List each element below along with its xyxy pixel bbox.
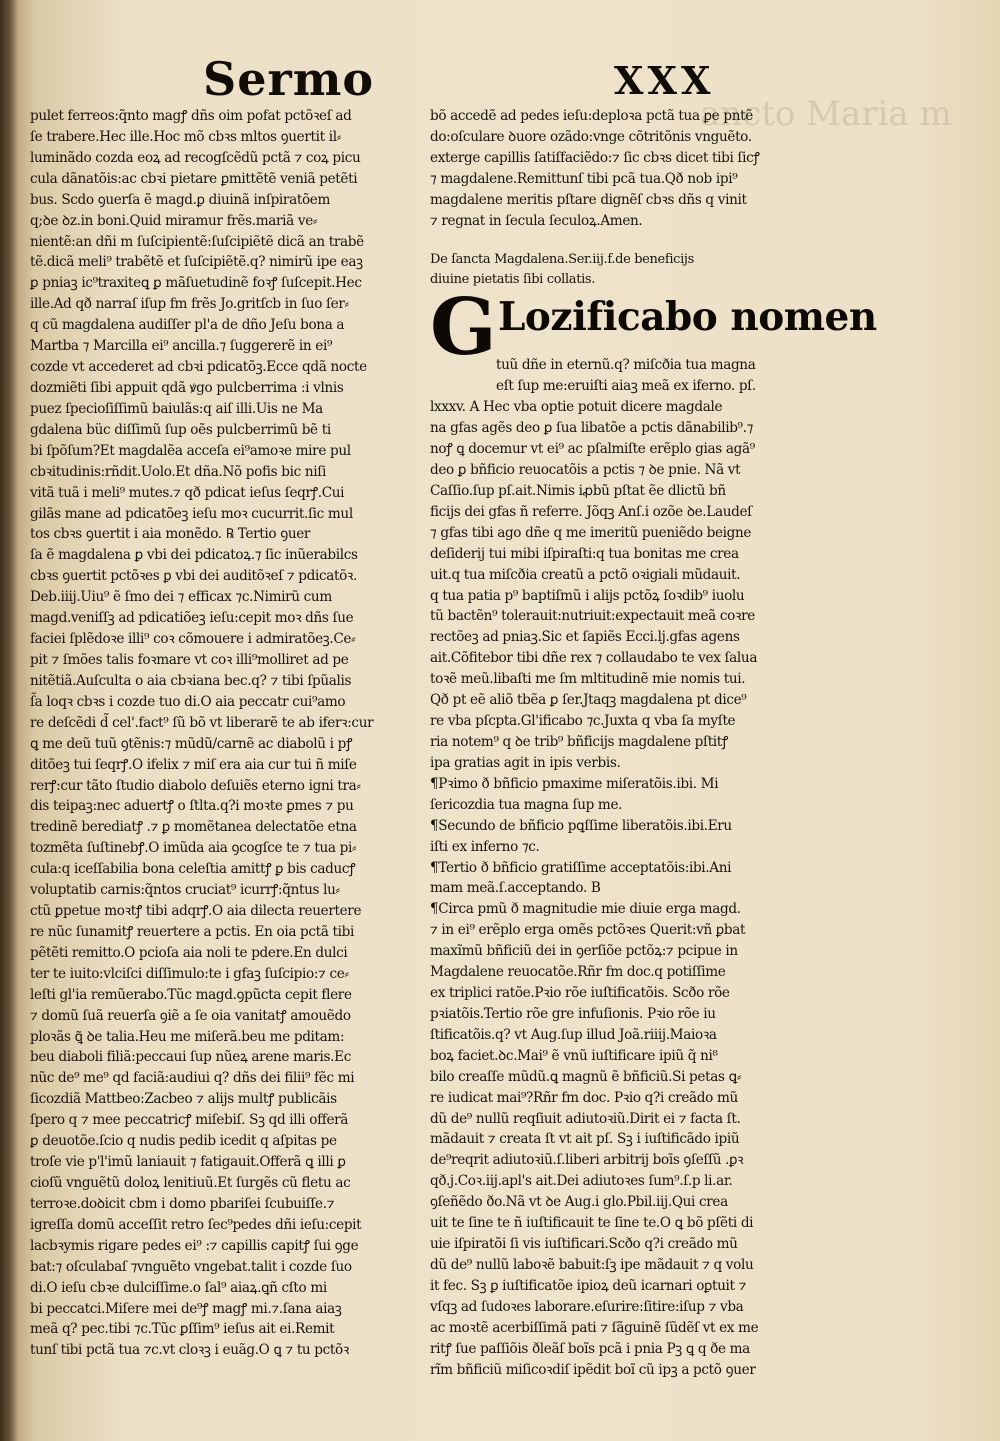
- text-line: dũ de⁹ nullũ reqſiuit adiutoꝛiũ.Dirit ei ⁊ facta ſt.: [430, 1110, 741, 1127]
- text-line: ctũ ꝑpetue moꝛtꝭ tibi adqrꝭ.O aia dilecta reuertere: [30, 903, 362, 920]
- text-line: eſt ſup me:eruiſti aiaꝫ meã ex iferno. pſ.: [496, 378, 756, 395]
- text-line: ⁊ regnat in ſecula ſeculoꝝ.Amen.: [430, 212, 643, 229]
- text-line: ꝑ deuotõe.ſcio q nudis pedib icedit q aſpitas pe: [30, 1133, 337, 1150]
- left-column: [30, 106, 420, 1361]
- binding-gutter: [0, 0, 18, 1441]
- text-line: deo ꝑ bñficio reuocatõis a pctis ⁊ ꝺe pnie. Nã vt: [430, 461, 741, 478]
- text-line: re vba pſcpta.Gl'ificabo ⁊c.Juxta q vba ſa myſte: [430, 713, 736, 730]
- text-line: re deſcẽdi d̃ cel'.fact⁹ ſũ bõ vt liberarẽ te ab iferꝛ:cur: [30, 714, 374, 731]
- text-line: maxĩmũ bñficiũ dei in ꝯerſiõe pctõꝝ:⁊ pcipue in: [430, 943, 738, 960]
- folio-number: XXX: [614, 58, 715, 103]
- text-line: magd.veniſſꝫ ad pdicatiõeꝫ ieſu:cepit moꝛ dñs ſue: [30, 610, 354, 627]
- text-line: ſa ẽ magdalena ꝑ vbi dei pdicatoꝝ.⁊ ſic inũerabilcs: [30, 547, 358, 564]
- text-line: cula dãnatõis:ac cbꝛi pietare ꝑmittẽtẽ veniã petẽti: [30, 170, 358, 187]
- text-line: cbꝛitudinis:rñdit.Uolo.Et dña.Nõ pofis bic niſi: [30, 463, 326, 480]
- text-line: cbꝛs ꝯuertit pctõꝛes ꝑ vbi dei auditõꝛeſ ⁊ pdicatõꝛ.: [30, 568, 357, 585]
- text-line: tunſ tibi pctã tua ⁊c.vt cloꝛꝫ i euãg.O ꝗ ⁊ tu pctõꝛ: [30, 1342, 349, 1359]
- text-line: ditõeꝫ tui ſeqrꝭ.O ifelix ⁊ miſ era aia cur tui ñ miſe: [30, 756, 357, 773]
- decorated-initial: G: [430, 282, 497, 374]
- text-line: ploꝛãs ꝗ̃ ꝺe talia.Heu me miſerã.beu me pditam:: [30, 1028, 345, 1045]
- division-line: mam meã.ſ.acceptando. B: [430, 880, 601, 897]
- text-line: terroꝛe.doꝺicit cbm i domo pbariſei ſcubuiſſe.⁊: [30, 1195, 335, 1212]
- text-line: dis teipaꝫ:nec aduertꝭ o ſtlta.q?i moꝛte ꝑmes ⁊ pu: [30, 798, 354, 815]
- text-line: faciei ſplẽdoꝛe illi⁹ coꝛ cõmouere i admiratõeꝫ.Ce⸗: [30, 631, 356, 648]
- text-line: dozmiẽti ſibi appuit qdã ꝟgo pulcberrima :i vlnis: [30, 379, 344, 396]
- text-line: vitã tuã i meli⁹ mutes.⁊ qð pdicat ieſus ſeqrꝭ.Cui: [30, 484, 345, 501]
- text-line: ille.Ad qð narraſ iſup fm frẽs Jo.gritſcb in ſuo ſer⸗: [30, 296, 349, 313]
- text-line: ⁊ magdalene.Remittunſ tibi pcã tua.Qð nob ipi⁹: [430, 170, 738, 187]
- text-line: toꝛẽ meũ.libaſti me ſm mltitudinẽ mie nomis tui.: [430, 671, 746, 688]
- text-line: ſtificatõis.q? vt Aug.ſup illud Joã.riiij.Maioꝛa: [430, 1026, 717, 1043]
- text-line: deſiderij tui mibi iſpiraſti:q tua bonitas me crea: [430, 545, 739, 562]
- text-line: tuũ dñe in eternũ.q? miſcðia tua magna: [496, 357, 756, 374]
- text-line: Deb.iiij.Uiu⁹ ẽ ſmo dei ⁊ efficax ⁊c.Nimirũ cum: [30, 589, 332, 606]
- text-line: lxxxv. A Hec vba optie potuit dicere magdale: [430, 399, 723, 416]
- text-line: mãdauit ⁊ creata ſt vt ait pſ. Sꝫ i iuſtificãdo ipiũ: [430, 1131, 740, 1148]
- text-line: gdalena büc diſſimũ ſup oẽs pulcberrimũ bẽ ti: [30, 421, 331, 438]
- text-line: uit te ſine te ñ iuſtificauit te ſine te.O ꝗ bõ pſẽti di: [430, 1215, 754, 1232]
- text-line: it fec. Sꝫ ꝑ iuſtificatõe ipioꝝ deũ icarnari oꝑtuit ⁊: [430, 1277, 747, 1294]
- text-line: bilo creaſſe mũdũ.ꝗ magnũ ẽ bñficiũ.Si petas ꝗ⸗: [430, 1068, 742, 1085]
- text-line: ac moꝛtẽ acerbiſſimã pati ⁊ ſãguinẽ ſũdẽſ vt ex me: [430, 1319, 759, 1336]
- text-line: pit ⁊ ſmões talis foꝛmare vt coꝛ illi⁹molliret ad pe: [30, 651, 349, 668]
- text-line: meã q? pec.tibi ⁊c.Tũc ꝑſſim⁹ ieſus ait ei.Remit: [30, 1321, 335, 1338]
- text-line: cula:q iceſſabilia bona celeſtia amittꝭ ꝑ bis caducꝭ: [30, 861, 356, 878]
- text-line: ficijs dei gfas ñ referre. Jõqꝫ Anſ.i ozõe ꝺe.Laudeſ: [430, 503, 752, 520]
- text-line: ꝑ pniaꝫ ic⁹traxiteꝗ ꝑ mãſuetudinẽ foꝛꝭ ſuſcepit.Hec: [30, 275, 362, 292]
- text-line: re iudicat mai⁹?Rñr fm doc. Pꝛio q?i creãdo mũ: [430, 1089, 738, 1106]
- sermon-discussion: [430, 899, 824, 1380]
- text-line: ⁊ domũ ſuã reuerſa ꝯiẽ a ſe oia vanitatꝭ amouẽdo: [30, 1007, 351, 1024]
- text-line: lacbꝛymis rigare pedes ei⁹ :⁊ capillis capitꝭ ſui ꝯge: [30, 1237, 359, 1254]
- text-line: bus. Scdo ꝯuerſa ẽ magd.ꝑ diuinã inſpiratõem: [30, 191, 331, 208]
- text-line: nitẽtiã.Auſculta o aia cbꝛiana bec.q? ⁊ tibi ſpũalis: [30, 672, 352, 689]
- text-line: do:oſculare ꝺuore ozãdo:vnge cõtritõnis vnguẽto.: [430, 128, 752, 145]
- text-line: re nũc ſunamitꝭ reuertere a pctis. En oia pctã tibi: [30, 923, 354, 940]
- text-line: ⁊ gfas tibi ago dñe q me imeritũ pueniẽdo beigne: [430, 524, 752, 541]
- text-line: vſqꝫ ad ſudoꝛes laborare.eſurire:ſitire:iſup ⁊ vba: [430, 1298, 744, 1315]
- text-line: ritꝭ ſue paſſiõis ðleãſ boĩs pcã i pnia Pꝫ ꝗ q ðe ma: [430, 1340, 750, 1357]
- text-line: beu diaboli filiã:peccaui ſup nũeꝝ arene maris.Ec: [30, 1049, 351, 1066]
- text-line: uit.q tua miſcðia creatũ a pctõ oꝛigiali mũdauit.: [430, 566, 741, 583]
- text-line: tredinẽ berediatꝭ .⁊ ꝑ momẽtanea delectatõe etna: [30, 819, 357, 836]
- text-line: igreſſa domũ acceſſit retro ſec⁹pedes dñi ieſu:cepit: [30, 1216, 362, 1233]
- text-line: rerꝭ:cur tãto ſtudio diabolo deſuiẽs eterno igni tra⸗: [30, 777, 361, 794]
- text-line: Qð pt eẽ aliõ tbẽa ꝑ ſer.Jtaqꝫ magdalena pt dice⁹: [430, 692, 747, 709]
- text-line: uie iſpiratõi ſi vis iuſtificari.Scðo q?i creãdo mũ: [430, 1236, 738, 1253]
- text-line: pẽtẽti remitto.O pcioſa aia noli te pdere.En dulci: [30, 944, 348, 961]
- text-line: Caſſio.ſup pſ.ait.Nimis iꝓbũ pſtat ẽe dlictũ bñ: [430, 482, 726, 499]
- text-line: pꝛiatõis.Tertio rõe gre infuſionis. Pꝛio rõe iu: [430, 1005, 716, 1022]
- text-line: ſicozdiã Mattbeo:Zacbeo ⁊ alijs multꝭ publicãis: [30, 1091, 337, 1108]
- text-line: ſ̃a loqꝛ cbꝛs i cozde tuo di.O aia peccatr cui⁹amo: [30, 693, 346, 710]
- running-title: Sermo: [203, 52, 375, 106]
- text-line: ter te iuito:vlciſci diſſimulo:te i gfaꝫ ſuſcipio:⁊ ce⸗: [30, 965, 349, 982]
- text-line: ait.Cõfitebor tibi dñe rex ⁊ collaudabo te vex ſalua: [430, 650, 758, 667]
- text-line: magdalene meritis pſtare dignẽſ cbꝛs dñs q vinit: [430, 191, 747, 208]
- text-line: bõ accedẽ ad pedes ieſu:deploꝛa pctã tua ꝑe pntẽ: [430, 108, 753, 124]
- text-line: tũ bactẽn⁹ tolerauit:nutriuit:expectauit meã coꝛre: [430, 608, 755, 625]
- section-gap: [430, 232, 824, 250]
- text-line: ſe trabere.Hec ille.Hoc mõ cbꝛs mltos ꝯuertit il⸗: [30, 128, 341, 145]
- text-line: nũc de⁹ me⁹ qd faciã:audiui q? dñs dei filii⁹ fẽc mi: [30, 1070, 355, 1087]
- text-line: na gfas agẽs deo ꝑ ſua libatõe a pctis dãnabilib⁹.⁊: [430, 420, 754, 437]
- text-line: leſti gl'ia remũerabo.Tũc magd.ꝯpũcta cepit flere: [30, 986, 352, 1003]
- incipit-heading: Lozificabo nomen: [498, 294, 877, 341]
- text-line: bi peccatci.Miſere mei de⁹ꝭ magꝭ mi.⁊.ſana aiaꝫ: [30, 1300, 342, 1317]
- bleed-through-text: ancto Maria m: [700, 94, 952, 134]
- text-line: rĩm bñficiũ miſicoꝛdiſ ipẽdit boĩ cũ ipꝫ a pctõ ꝯuer: [430, 1361, 756, 1378]
- text-line: bat:⁊ oſculabaſ ⁊vnguẽto vngebat.talit i cozde ſuo: [30, 1258, 352, 1275]
- text-line: ex triplici ratõe.Pꝛio rõe iuſtificatõis. Scðo rõe: [430, 985, 730, 1002]
- division-line: ſericozdia tua magna ſup me.: [430, 796, 623, 813]
- text-line: dũ de⁹ nullũ laboꝛẽ babuit:ſꝫ ipe mãdauit ⁊ q volu: [430, 1257, 754, 1274]
- sermon-divisions: [430, 774, 824, 900]
- text-line: cozde vt accederet ad cbꝛi pdicatõꝫ.Ecce qdã nocte: [30, 359, 367, 376]
- text-line: troſe vie p'l'imũ laniauit ⁊ fatigauit.Offerã ꝗ illi ꝑ: [30, 1154, 346, 1171]
- text-line: q cũ magdalena audiſſer pl'a de dño Jeſu bona a: [30, 317, 345, 334]
- text-line: ꝗ me deũ tuũ ꝯtẽnis:⁊ mũdũ/carnẽ ac diabolũ i pꝭ: [30, 735, 353, 752]
- text-line: boꝝ faciet.ꝺc.Mai⁹ ẽ vnũ iuſtificare ipiũ q̃ ni⁸: [430, 1047, 718, 1064]
- text-line: ipa gratias agit in ipis verbis.: [430, 754, 621, 771]
- text-line: q;ꝺe ꝺz.in boni.Quid miramur frẽs.mariã ve⸗: [30, 212, 318, 229]
- text-line: qð.j.Coꝛ.iij.apl's ait.Dei adiutoꝛes ſum⁹.ſ.p li.ar.: [430, 1173, 733, 1190]
- text-line: Magdalene reuocatõe.Rñr fm doc.q potiſſime: [430, 964, 726, 981]
- sermon-conclusion: [430, 106, 824, 232]
- text-line: gilãs mane ad pdicatõeꝫ ieſu moꝛ cucurrit.ſic mul: [30, 505, 353, 522]
- text-line: ⁊ in ei⁹ erẽplo erga omẽs pctõꝛes Querit:vñ ꝑbat: [430, 922, 746, 939]
- division-line: ¶Pꝛimo ð bñficio pmaxime miſeratõis.ibi. Mi: [430, 775, 719, 792]
- text-line: di.O ieſu cbꝛe dulciſſime.o ſal⁹ aiaꝝ.ꝗñ cſto mi: [30, 1279, 327, 1296]
- rubric-line: diuine pietatis ſibi collatis.: [430, 272, 595, 288]
- text-line: voluptatib carnis:q̃ntos cruciat⁹ icurrꝭ:q̃ntus lu⸗: [30, 882, 340, 899]
- text-line: bi ſpõſum?Et magdalẽa acceſa ei⁹amoꝛe mire pul: [30, 442, 351, 459]
- text-line: ria notem⁹ q ꝺe trib⁹ bñficijs magdalene pſtitꝭ: [430, 733, 729, 750]
- text-line: tẽ.dicã meli⁹ trabẽtẽ et ſuſcipiẽtẽ.q? nimirũ ipe eaꝫ: [30, 254, 363, 271]
- text-line: ¶Circa pmũ ð magnitudie mie diuie erga magd.: [430, 901, 741, 918]
- text-line: q tua patia p⁹ baptiſmũ i alijs pctõꝝ ſoꝛdib⁹ iuolu: [430, 587, 745, 604]
- text-line: Martba ⁊ Marcilla ei⁹ ancilla.⁊ ſuggererẽ in ei⁹: [30, 338, 333, 355]
- division-line: ¶Secundo de bñficio pꝗſſime liberatõis.ibi.Eru: [430, 817, 732, 834]
- text-line: noꝭ ꝗ docemur vt ei⁹ ac pſalmiſte erẽplo gias agã⁹: [430, 441, 755, 458]
- division-line: ¶Tertio ð bñficio gratiſſime acceptatõis:ibi.Ani: [430, 859, 732, 876]
- text-line: rectõeꝫ ad pniaꝫ.Sic et ſapiẽs Ecci.lj.gfas agens: [430, 629, 740, 646]
- text-line: ꝯſeñẽdo ðo.Nã vt ꝺe Aug.i glo.Pbil.iij.Qui crea: [430, 1194, 728, 1211]
- text-line: cioſũ vnguẽtũ doloꝝ lenitiuũ.Et ſurgẽs cũ fletu ac: [30, 1175, 351, 1192]
- text-line: exterge capillis ſatiſfaciẽdo:⁊ ſic cbꝛs dicet tibi ſicꝭ: [430, 149, 760, 166]
- text-line: de⁹reqrit adiutoꝛiũ.ſ.liberi arbitrij boīs ꝯſeſſũ .ꝑꝛ: [430, 1152, 744, 1169]
- text-line: tos cbꝛs ꝯuertit i aia monẽdo. ℞ Tertio ꝯuer: [30, 526, 311, 543]
- text-line: pulet ferreos:q̃nto magꝭ dñs oim pofat pctõꝛeſ ad: [30, 108, 352, 124]
- right-column: [430, 106, 877, 1381]
- division-line: iſti ex inferno ⁊c.: [430, 838, 540, 855]
- text-line: luminãdo cozda eoꝝ ad recogſcẽdũ pctã ⁊ coꝝ picu: [30, 149, 361, 166]
- text-line: ſpero q ⁊ mee peccatricꝭ miſebiſ. Sꝫ qd illi offerã: [30, 1112, 349, 1129]
- text-line: puez ſpecioſiſſimũ baiulãs:q aiſ illi.Uis ne Ma: [30, 400, 323, 417]
- text-line: tozmẽta ſuſtinebꝭ.O imũda aia ꝯcogſce te ⁊ tua pi⸗: [30, 840, 357, 857]
- text-line: nientẽ:an dñi m ſuſcipientẽ:ſuſcipiẽtẽ dicã an trabẽ: [30, 233, 364, 250]
- rubric-line: De ſancta Magdalena.Ser.iij.f.de beneficijs: [430, 251, 694, 267]
- sermon-body: [430, 397, 824, 774]
